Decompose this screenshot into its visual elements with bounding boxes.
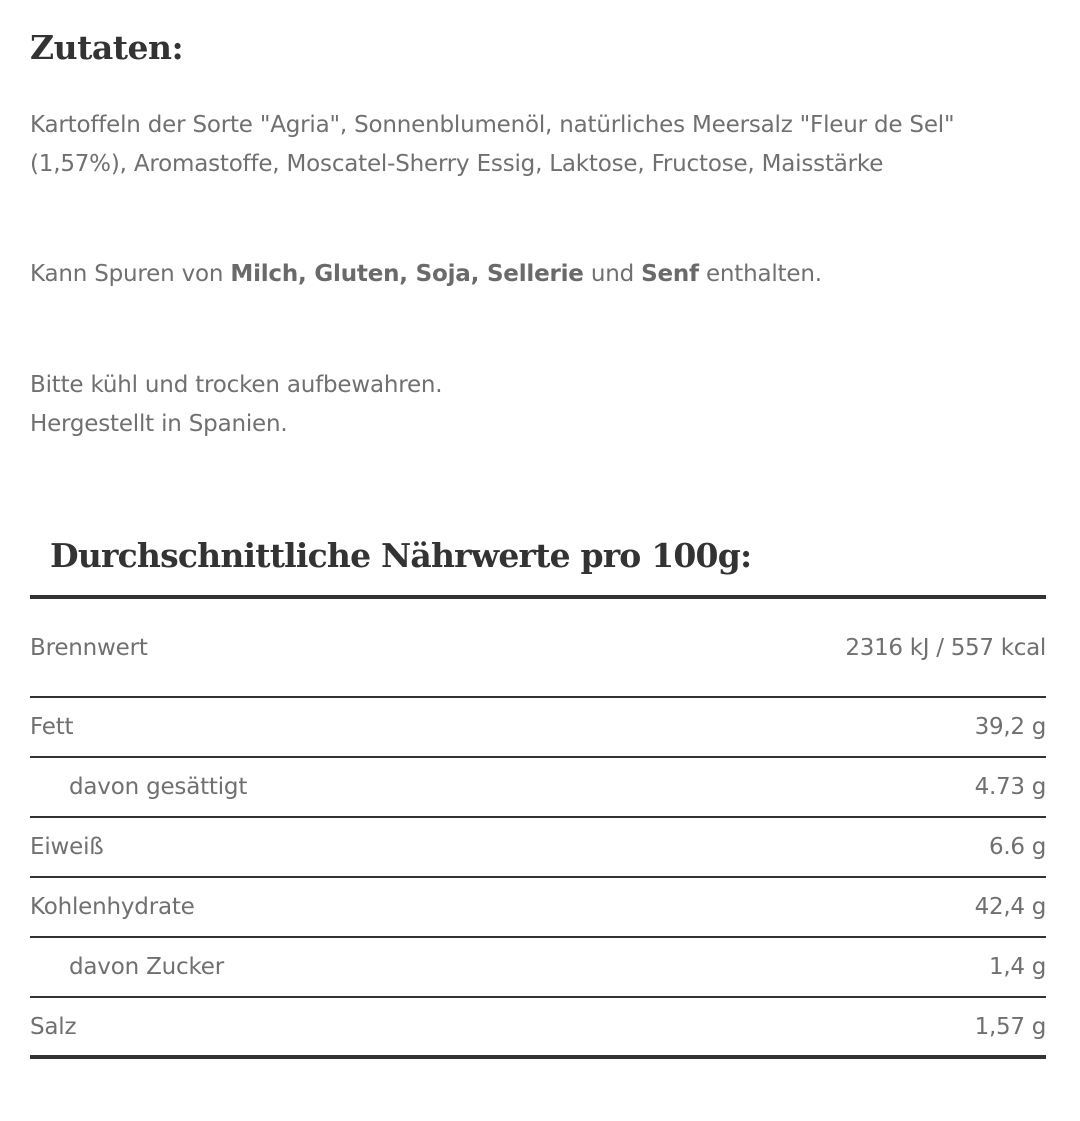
ingredients-line-1: Kartoffeln der Sorte "Agria", Sonnenblumenöl, natürliches Meersalz "Fleur de Sel" — [30, 112, 955, 138]
allergens-last: Senf — [641, 261, 699, 287]
table-row — [30, 698, 1046, 758]
nutrition-heading: Durchschnittliche Nährwerte pro 100g: — [50, 536, 752, 575]
nutrient-label: davon gesättigt — [69, 774, 248, 800]
allergens-list: Milch, Gluten, Soja, Sellerie — [230, 261, 584, 287]
nutrient-value: 2316 kJ / 557 kcal — [845, 634, 1046, 661]
origin-line: Hergestellt in Spanien. — [30, 411, 288, 437]
ingredients-line-2: (1,57%), Aromastoffe, Moscatel-Sherry Essig, Laktose, Fructose, Maisstärke — [30, 151, 884, 177]
nutrient-label: Salz — [30, 1013, 77, 1040]
nutrition-table — [30, 595, 1046, 1059]
allergens-suffix: enthalten. — [698, 261, 822, 287]
nutrient-value: 1,4 g — [989, 954, 1046, 980]
allergens-connector: und — [583, 261, 642, 287]
nutrient-value: 4.73 g — [974, 774, 1046, 800]
nutrient-value: 1,57 g — [974, 1013, 1046, 1040]
nutrient-label: davon Zucker — [69, 954, 224, 980]
ingredients-heading: Zutaten: — [30, 28, 184, 67]
nutrient-label: Eiweiß — [30, 834, 104, 860]
table-row — [30, 998, 1046, 1059]
nutrient-value: 42,4 g — [974, 894, 1046, 920]
table-row — [30, 878, 1046, 938]
table-row — [30, 938, 1046, 998]
ingredients-text — [30, 106, 1046, 184]
allergens-text — [30, 255, 822, 294]
nutrient-label: Brennwert — [30, 634, 148, 661]
table-row — [30, 599, 1046, 698]
allergens-prefix: Kann Spuren von — [30, 261, 231, 287]
nutrient-value: 6.6 g — [989, 834, 1046, 860]
table-row — [30, 758, 1046, 818]
storage-text — [30, 366, 442, 444]
nutrient-label: Kohlenhydrate — [30, 894, 195, 920]
nutrient-label: Fett — [30, 714, 74, 740]
nutrient-value: 39,2 g — [974, 714, 1046, 740]
storage-line-1: Bitte kühl und trocken aufbewahren. — [30, 372, 443, 398]
table-row — [30, 818, 1046, 878]
